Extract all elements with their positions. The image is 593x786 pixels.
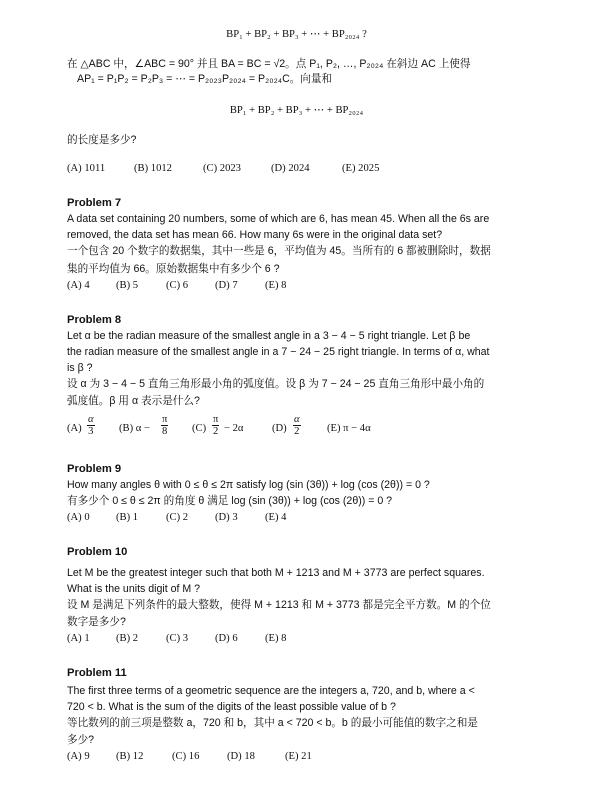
choice-e: (E) 2025: [342, 163, 380, 174]
p7-en-line-2: removed, the data set has mean 66. How many 6s were in the original data set?: [67, 229, 443, 241]
frac-denominator: 2: [294, 426, 300, 437]
p8-en-line-2: the radian measure of the smallest angle in a 7 − 24 − 25 right triangle. In terms of α, what: [67, 346, 490, 358]
choice-e: (E) 4: [265, 512, 287, 523]
p10-en-line-1: Let M be the greatest integer such that both M + 1213 and M + 3773 are perfect squares.: [67, 567, 485, 579]
p11-en-line-2: 720 < b. What is the sum of the digits of the least possible value of b ?: [67, 701, 396, 713]
choice-b: (B) 1: [116, 512, 139, 523]
choice-d: (D) 18: [227, 751, 255, 762]
choice-b: (B) 12: [116, 751, 144, 762]
choice-a-label: (A): [67, 423, 82, 434]
p8-title: Problem 8: [67, 314, 122, 326]
choice-e: (E) π − 4α: [327, 423, 371, 434]
p7-title: Problem 7: [67, 197, 122, 209]
frac-numerator: α: [294, 414, 300, 425]
choice-b: (B) 5: [116, 280, 139, 291]
p8-en-line-3: is β ?: [67, 362, 93, 374]
p6-vector-sum-mid: BP₁ + BP₂ + BP₃ + ⋯ + BP₂₀₂₄: [229, 105, 364, 116]
p8-zh-line-2: 弧度值。β 用 α 表示是什么?: [67, 395, 200, 407]
frac-denominator: 2: [213, 426, 219, 437]
p8-en-line-1: Let α be the radian measure of the smallest angle in a 3 − 4 − 5 right triangle. Let β be: [67, 330, 471, 342]
choice-d: (D) 2024: [271, 163, 310, 174]
choice-c-fraction: [212, 414, 219, 437]
choice-b: (B) 1012: [134, 163, 172, 174]
choice-a-fraction: [87, 414, 95, 437]
choice-a: (A) 1011: [67, 163, 106, 174]
p10-zh-line-2: 数字是多少?: [67, 616, 126, 628]
choice-c: (C) 2023: [203, 163, 241, 174]
p6-vector-sum-top: BP₁ + BP₂ + BP₃ + ⋯ + BP₂₀₂₄ ?: [226, 29, 367, 40]
choice-a: (A) 9: [67, 751, 90, 762]
frac-denominator: 8: [162, 426, 168, 437]
p10-zh-line-1: 设 M 是满足下列条件的最大整数，使得 M + 1213 和 M + 3773 都是完全平方数。M 的个位: [67, 599, 491, 611]
p7-zh-line-2: 集的平均值为 66。原始数据集中有多少个 6 ?: [67, 263, 280, 275]
choice-b: (B) 2: [116, 633, 139, 644]
p11-title: Problem 11: [67, 667, 127, 679]
p11-en-line-1: The first three terms of a geometric sequence are the integers a, 720, and b, where a <: [67, 685, 475, 697]
p9-zh-line-1: 有多少个 0 ≤ θ ≤ 2π 的角度 θ 满足 log (sin (3θ)) + log (cos (2θ)) = 0 ?: [67, 495, 393, 507]
frac-denominator: 3: [88, 426, 94, 437]
p9-en-line-1: How many angles θ with 0 ≤ θ ≤ 2π satisfy log (sin (3θ)) + log (cos (2θ)) = 0 ?: [67, 479, 430, 491]
choice-b-fraction: [161, 414, 168, 437]
choice-a: (A) 1: [67, 633, 90, 644]
choice-b-label: (B) α −: [119, 423, 150, 434]
choice-c: (C) 16: [172, 751, 200, 762]
choice-e: (E) 8: [265, 633, 287, 644]
choice-c: (C) 6: [166, 280, 189, 291]
choice-d-label: (D): [272, 423, 287, 434]
p7-zh-line-1: 一个包含 20 个数字的数据集，其中一些是 6，平均值为 45。当所有的 6 都被删除时，数据: [67, 245, 491, 257]
p8-zh-line-1: 设 α 为 3 − 4 − 5 直角三角形最小角的弧度值。设 β 为 7 − 24 − 25 直角三角形中最小角的: [67, 378, 485, 390]
p10-title: Problem 10: [67, 546, 128, 558]
choice-c-label: (C): [192, 423, 207, 434]
p9-title: Problem 9: [67, 463, 122, 475]
choice-d: (D) 6: [215, 633, 238, 644]
p6-zh-line-1: 在 △ABC 中，∠ABC = 90° 并且 BA = BC = √2。点 P₁, P₂, …, P₂₀₂₄ 在斜边 AC 上使得: [67, 58, 471, 70]
choice-d-fraction: [293, 414, 301, 437]
p11-zh-line-2: 多少?: [67, 734, 95, 746]
choice-d: (D) 7: [215, 280, 238, 291]
frac-numerator: π: [162, 414, 168, 425]
choice-a: (A) 0: [67, 512, 90, 523]
choice-c: (C) 3: [166, 633, 189, 644]
choice-a: (A) 4: [67, 280, 90, 291]
choice-e: (E) 8: [265, 280, 287, 291]
p10-en-line-2: What is the units digit of M ?: [67, 583, 201, 595]
choice-e: (E) 21: [285, 751, 312, 762]
p11-zh-line-1: 等比数列的前三项是整数 a，720 和 b，其中 a < 720 < b。b 的最小可能值的数字之和是: [67, 717, 478, 729]
choice-c-tail: − 2α: [224, 423, 244, 434]
frac-numerator: π: [213, 414, 219, 425]
frac-numerator: α: [88, 414, 94, 425]
choice-c: (C) 2: [166, 512, 189, 523]
p6-zh-line-3: 的长度是多少?: [67, 134, 137, 146]
choice-d: (D) 3: [215, 512, 238, 523]
p7-en-line-1: A data set containing 20 numbers, some of which are 6, has mean 45. When all the 6s are: [67, 213, 490, 225]
p6-zh-line-2: AP₁ = P₁P₂ = P₂P₃ = ⋯ = P₂₀₂₃P₂₀₂₄ = P₂₀₂₄C。向量和: [77, 73, 333, 85]
